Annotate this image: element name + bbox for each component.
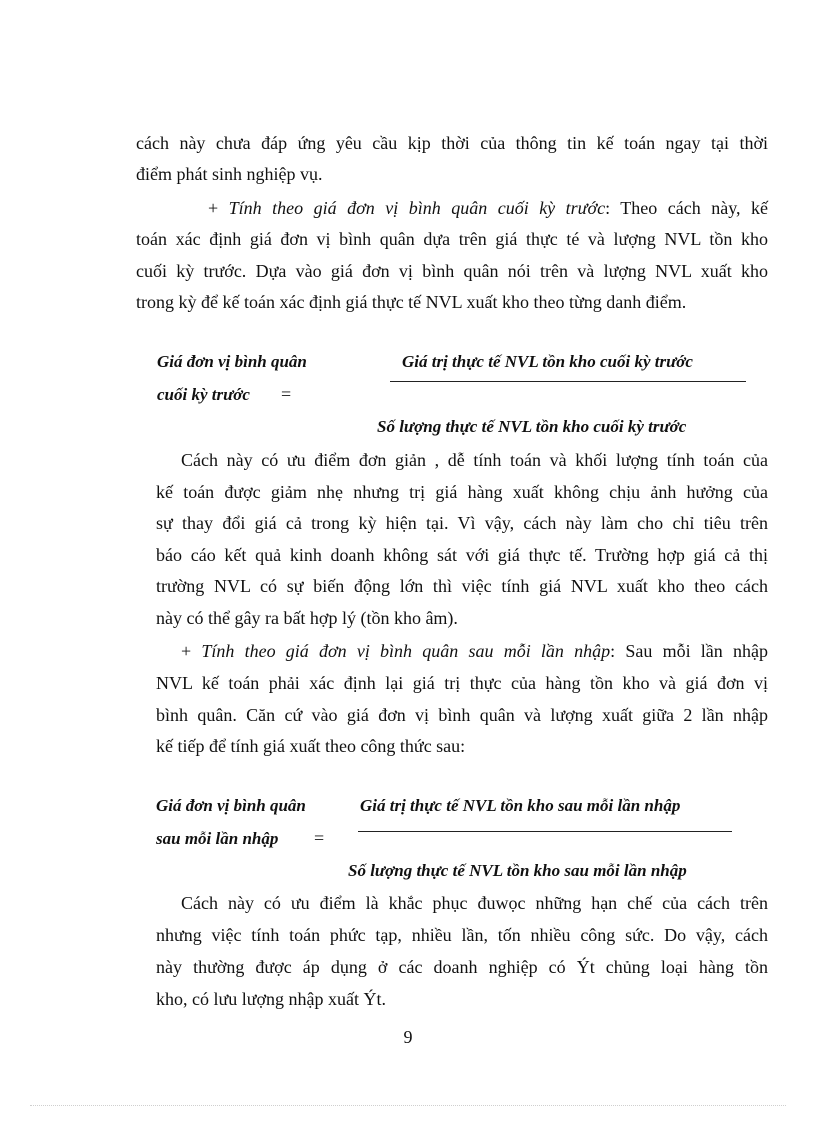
- text-line: trong kỳ để kế toán xác định giá thực tế NVL xuất kho theo từng danh điểm.: [136, 292, 687, 312]
- formula-equals: =: [314, 828, 325, 848]
- text-line: sự thay đổi giá cả trong kỳ hiện tại. Vì vậy, cách này làm cho chỉ tiêu trên: [156, 513, 768, 533]
- text-span: : Sau mỗi lần nhập: [610, 641, 769, 661]
- text-line: này thường được áp dụng ở các doanh nghiệp có Ýt chủng loại hàng tồn: [156, 957, 768, 977]
- text-line: báo cáo kết quả kinh doanh không sát với giá thực tế. Trường hợp giá cả thị: [156, 545, 768, 565]
- text-line: bình quân. Căn cứ vào giá đơn vị bình quân và lượng xuất giữa 2 lần nhập: [156, 705, 768, 725]
- formula-denominator: Số lượng thực tế NVL tồn kho cuối kỳ trước: [377, 417, 687, 436]
- text-line: toán xác định giá đơn vị bình quân dựa trên giá thực té và lượng NVL tồn kho: [136, 229, 768, 249]
- method-title: Tính theo giá đơn vị bình quân sau mỗi lần nhập: [201, 641, 611, 661]
- formula-lhs-line2: sau mỗi lần nhập: [156, 829, 279, 848]
- text-line: [181, 636, 768, 668]
- page-bottom-divider: [30, 1105, 786, 1106]
- text-line: Cách này có ưu điểm là khắc phục đuwọc những hạn chế của cách trên: [181, 893, 768, 913]
- fraction-line: [390, 381, 746, 382]
- text-line: này có thể gây ra bất hợp lý (tồn kho âm).: [156, 608, 458, 628]
- text-line: cách này chưa đáp ứng yêu cầu kịp thời của thông tin kế toán ngay tại thời: [136, 133, 768, 153]
- text-line: kho, có lưu lượng nhập xuất Ýt.: [156, 989, 387, 1009]
- list-bullet: +: [181, 641, 202, 661]
- formula-lhs-line1: Giá đơn vị bình quân: [157, 352, 307, 371]
- text-line: nhưng việc tính toán phức tạp, nhiều lần, tốn nhiều công sức. Do vậy, cách: [156, 925, 768, 945]
- page-number: 9: [403, 1027, 413, 1047]
- text-line: cuối kỳ trước. Dựa vào giá đơn vị bình quân nói trên và lượng NVL xuất kho: [136, 261, 768, 281]
- formula-denominator: Số lượng thực tế NVL tồn kho sau mỗi lần nhập: [348, 861, 687, 880]
- text-line: Cách này có ưu điểm đơn giản , dễ tính toán và khối lượng tính toán của: [181, 450, 768, 470]
- formula-numerator: Giá trị thực tế NVL tồn kho sau mỗi lần nhập: [360, 796, 681, 815]
- text-span: : Theo cách này, kế: [605, 198, 769, 218]
- text-line: kế tiếp để tính giá xuất theo công thức sau:: [156, 736, 466, 756]
- method-title: Tính theo giá đơn vị bình quân cuối kỳ trước: [228, 198, 606, 218]
- list-bullet: +: [208, 198, 229, 218]
- text-line: điểm phát sinh nghiệp vụ.: [136, 164, 323, 184]
- text-line: trường NVL có sự biến động lớn thì việc tính giá NVL xuất kho theo cách: [156, 576, 768, 596]
- formula-lhs-line1: Giá đơn vị bình quân: [156, 796, 306, 815]
- formula-lhs-line2: cuối kỳ trước: [157, 385, 250, 404]
- formula-equals: =: [281, 384, 292, 404]
- formula-numerator: Giá trị thực tế NVL tồn kho cuối kỳ trước: [402, 352, 693, 371]
- text-line: [208, 193, 768, 225]
- fraction-line: [358, 831, 732, 832]
- text-line: NVL kế toán phải xác định lại giá trị thực của hàng tồn kho và giá đơn vị: [156, 673, 768, 693]
- text-line: kế toán được giảm nhẹ nhưng trị giá hàng xuất không chịu ảnh hưởng của: [156, 482, 768, 502]
